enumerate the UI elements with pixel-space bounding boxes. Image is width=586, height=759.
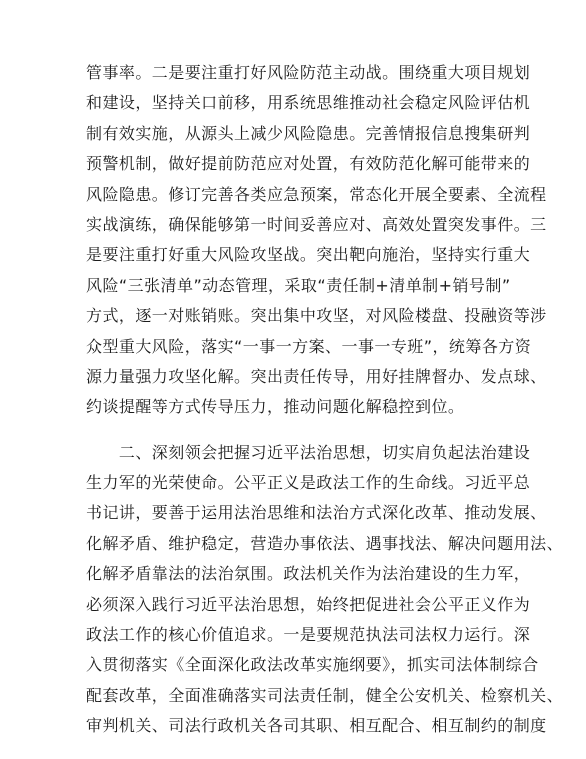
text-line: 风险隐患。修订完善各类应急预案，常态化开展全要素、全流程 [86,184,547,204]
text-line: 必须深入践行习近平法治思想，始终把促进社会公平正义作为 [86,594,531,614]
text-line: 化解矛盾、维护稳定，营造办事依法、遇事找法、解决问题用法、 [86,533,564,553]
text-line: 审判机关、司法行政机关各司其职、相互配合、相互制约的制度 [86,716,547,736]
text-line: 众型重大风险，落实“一事一方案、一事一专班”，统筹各方资 [86,336,532,356]
text-line: 化解矛盾靠法的法治氛围。政法机关作为法治建设的生力军， [86,564,531,584]
text-line: 预警机制，做好提前防范应对处置，有效防范化解可能带来的 [86,154,531,174]
text-line: 管事率。二是要注重打好风险防范主动战。围绕重大项目规划 [86,63,531,82]
text-line: 配套改革，全面准确落实司法责任制，健全公安机关、检察机关、 [86,685,564,705]
document-body [86,58,564,742]
text-line: 书记讲，要善于运用法治思维和法治方式深化改革、推动发展、 [86,503,547,523]
text-line: 生力军的光荣使命。公平正义是政法工作的生命线。习近平总 [86,473,531,493]
text-line: 是要注重打好重大风险攻坚战。突出靶向施治，坚持实行重大 [86,245,531,265]
text-line: 源力量强力攻坚化解。突出责任传导，用好挂牌督办、发点球、 [86,366,547,386]
paragraph-risk-prevention [86,58,547,423]
text-line: 约谈提醒等方式传导压力，推动问题化解稳控到位。 [86,397,465,417]
text-line: 入贯彻落实《全面深化政法改革实施纲要》，抓实司法体制综合 [86,655,539,675]
text-line: 风险“三张清单”动态管理，采取“责任制+清单制+销号制” [86,275,511,295]
text-line: 政法工作的核心价值追求。一是要规范执法司法权力运行。深 [86,625,531,645]
text-line: 方式，逐一对账销账。突出集中攻坚，对风险楼盘、投融资等涉 [86,306,547,326]
paragraph-rule-of-law [86,438,564,742]
text-line: 实战演练，确保能够第一时间妥善应对、高效处置突发事件。三 [86,214,547,234]
text-line: 二、深刻领会把握习近平法治思想，切实肩负起法治建设 [86,442,531,462]
text-line: 制有效实施，从源头上减少风险隐患。完善情报信息搜集研判 [86,123,531,143]
paragraph-gap [86,423,506,438]
text-line: 和建设，坚持关口前移，用系统思维推动社会稳定风险评估机 [86,93,531,113]
